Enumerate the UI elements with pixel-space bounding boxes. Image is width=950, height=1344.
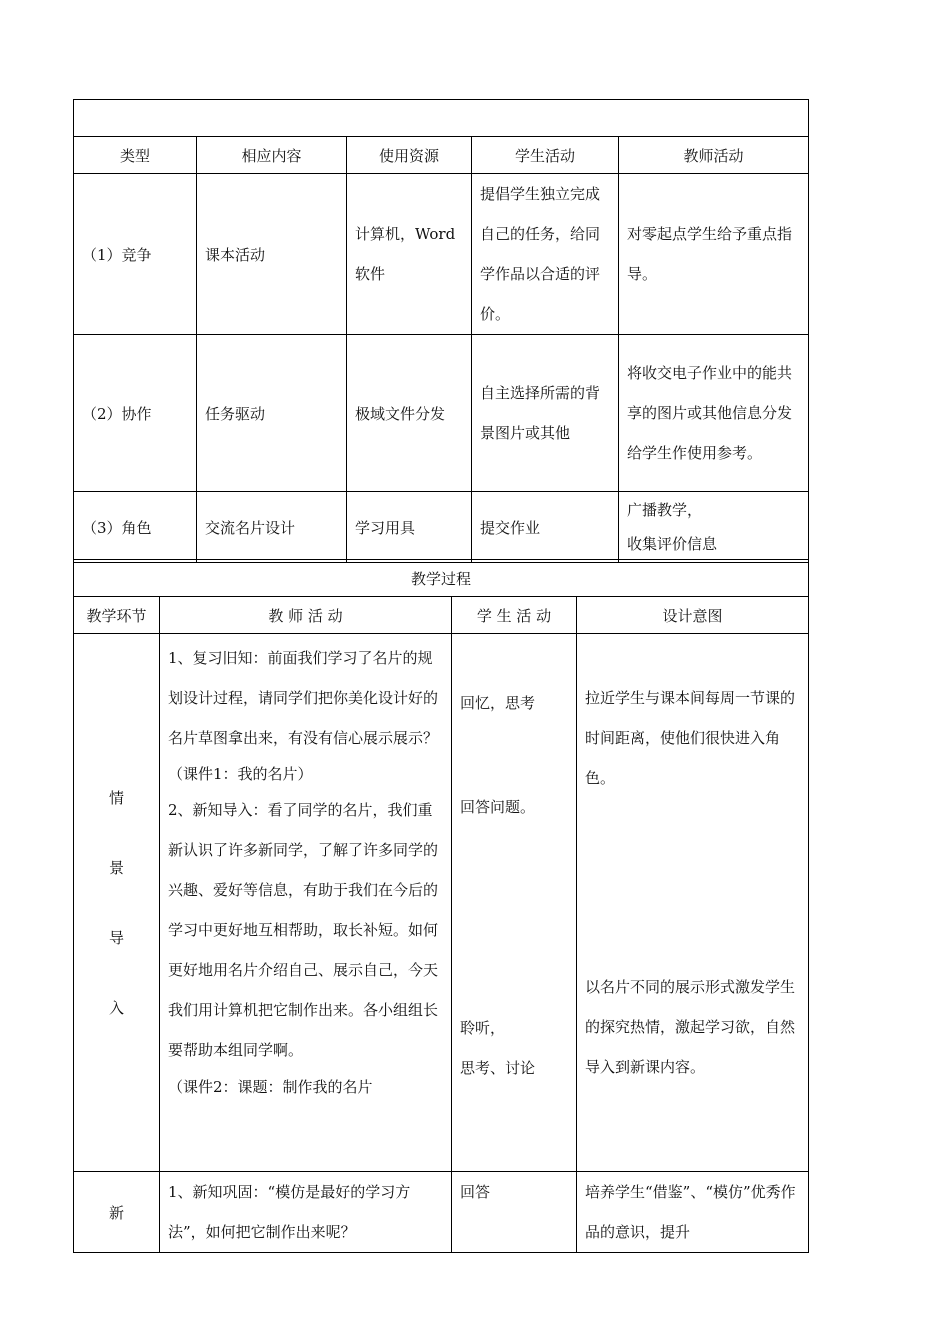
design-intent-text: 拉近学生与课本间每周一节课的时间距离，使他们很快进入角色。 xyxy=(585,689,796,787)
teacher-activity-line: 收集评价信息 xyxy=(627,535,718,553)
table-blank-row xyxy=(74,100,809,137)
teacher-paragraph: （课件2：课题：制作我的名片 xyxy=(168,1078,373,1096)
teacher-activity-cell xyxy=(160,634,452,1172)
header-teacher-activity: 教师活动 xyxy=(619,137,809,174)
row-content: 任务驱动 xyxy=(197,335,347,492)
process-table xyxy=(73,559,809,1253)
teacher-paragraph: 1、复习旧知：前面我们学习了名片的规划设计过程，请同学们把你美化设计好的名片草图拿出来，有没有信心展示展示？ xyxy=(168,649,439,747)
table-row xyxy=(74,174,809,335)
student-activity-cell: 回答 xyxy=(452,1172,577,1253)
row-teacher-activity xyxy=(619,492,809,563)
table-row xyxy=(74,492,809,563)
row-student-activity: 提倡学生独立完成自己的任务，给同学作品以合适的评价。 xyxy=(472,174,619,335)
row-teacher-activity: 将收交电子作业中的能共享的图片或其他信息分发给学生作使用参考。 xyxy=(619,335,809,492)
row-content: 交流名片设计 xyxy=(197,492,347,563)
student-activity-line: 聆听， xyxy=(460,1019,506,1037)
teacher-activity-line: 广播教学， xyxy=(627,501,703,519)
student-activity-text: 回忆，思考 xyxy=(460,694,536,712)
row-resource: 极域文件分发 xyxy=(347,335,472,492)
stage-label xyxy=(74,634,160,1172)
teacher-activity-cell: 1、新知巩固：“模仿是最好的学习方法”，如何把它制作出来呢？ xyxy=(160,1172,452,1253)
teacher-paragraph: （课件1：我的名片） xyxy=(168,765,313,783)
stage-label-char: 景 xyxy=(108,858,124,877)
student-activity-text xyxy=(460,1008,535,1088)
row-type: （3）角色 xyxy=(74,492,197,563)
header-stage: 教学环节 xyxy=(74,597,160,634)
process-row xyxy=(74,634,809,1172)
design-intent-cell: 培养学生“借鉴”、“模仿”优秀作品的意识，提升 xyxy=(577,1172,809,1253)
stage-label-char: 导 xyxy=(108,928,124,947)
header-type: 类型 xyxy=(74,137,197,174)
table-row xyxy=(74,335,809,492)
row-type: （1）竞争 xyxy=(74,174,197,335)
header-student-activity: 学生活动 xyxy=(472,137,619,174)
student-activity-cell xyxy=(452,634,577,1172)
row-content: 课本活动 xyxy=(197,174,347,335)
header-resource: 使用资源 xyxy=(347,137,472,174)
header-content: 相应内容 xyxy=(197,137,347,174)
resource-table xyxy=(73,99,809,563)
teacher-paragraph: 2、新知导入：看了同学的名片，我们重新认识了许多新同学，了解了许多同学的兴趣、爱好等信息，有助于我们在今后的学习中更好地互相帮助，取长补短。如何更好地用名片介绍自己、展示自己，今天我们用计算机把它制作出来。各小组组长要帮助本组同学啊。 xyxy=(168,801,439,1059)
student-activity-line: 思考、讨论 xyxy=(460,1059,536,1077)
table-header-row xyxy=(74,137,809,174)
row-resource: 计算机，Word软件 xyxy=(347,174,472,335)
header-design-intent: 设计意图 xyxy=(577,597,809,634)
student-activity-text: 回答问题。 xyxy=(460,798,536,816)
row-student-activity: 自主选择所需的背景图片或其他 xyxy=(472,335,619,492)
stage-label-char: 入 xyxy=(108,998,124,1017)
stage-label: 新 xyxy=(74,1172,160,1253)
header-teacher-activity: 教 师 活 动 xyxy=(160,597,452,634)
row-teacher-activity: 对零起点学生给予重点指导。 xyxy=(619,174,809,335)
design-intent-cell xyxy=(577,634,809,1172)
process-header-row xyxy=(74,597,809,634)
row-resource: 学习用具 xyxy=(347,492,472,563)
row-type: （2）协作 xyxy=(74,335,197,492)
process-title: 教学过程 xyxy=(74,560,809,597)
row-student-activity: 提交作业 xyxy=(472,492,619,563)
design-intent-text: 以名片不同的展示形式激发学生的探究热情，激起学习欲，自然导入到新课内容。 xyxy=(585,978,796,1076)
stage-label-char: 情 xyxy=(108,788,124,807)
header-student-activity: 学 生 活 动 xyxy=(452,597,577,634)
process-row xyxy=(74,1172,809,1253)
